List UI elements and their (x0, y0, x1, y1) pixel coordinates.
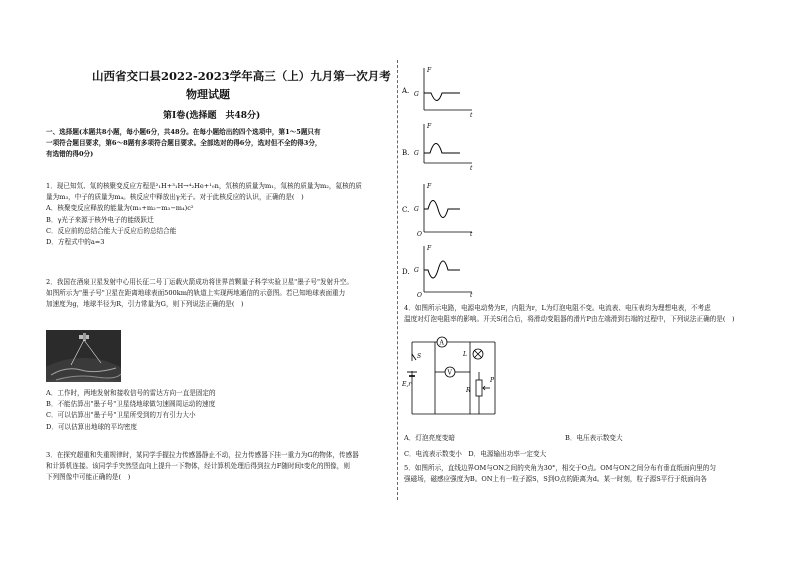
question-2-option-c: C．可以估算出"墨子号"卫星所受到的万有引力大小 (46, 411, 196, 420)
emf-label: E,r (402, 381, 412, 388)
graph-d-origin-label: O (417, 292, 422, 299)
question-3-line: 3．在探究超重和失重规律时，某同学手握拉力传感器静止不动，拉力传感器下挂一重力为G的物体，传感器 (46, 451, 359, 459)
graph-b (402, 123, 473, 172)
question-1 (46, 181, 362, 248)
question-5-line: 5．如图所示，直线边界OM与ON之间的夹角为30°，相交于O点。OM与ON之间分布有垂直纸面向里的匀 (404, 464, 716, 472)
question-2-line: 2．我国在酒泉卫星发射中心用长征二号丁运载火箭成功将世界首颗量子科学实验卫星"墨子号"发射升空。 (46, 278, 353, 286)
question-4-line: 4．如图所示电路，电源电动势为E，内阻为r，L为灯泡电阻不变。电流表、电压表均为理想电表，不考虑 (404, 304, 711, 312)
graph-b-y-label: F (427, 123, 432, 130)
question-1-line: 量为m₃，中子的质量为m₄。核反应中释放出γ光子。对于此核反应的认识，正确的是( ) (46, 193, 304, 202)
graph-b-letter: B. (402, 149, 410, 157)
force-time-graphs (400, 60, 490, 310)
ammeter-label: A (439, 339, 444, 347)
graph-b-g-label: G (414, 150, 419, 157)
question-2-line: 加速度为g，地球半径为R，引力常量为G，则下列说法正确的是( ) (46, 300, 244, 309)
graph-c-origin-label: O (417, 231, 422, 238)
question-1-line: 1．现已知氘、氚的核聚变反应方程是²₁H+³₁H→⁴₂He+¹₀n，氘核的质量为m₁，氚核的质量为m₂，氦核的质 (46, 182, 362, 190)
graph-d-y-label: F (427, 245, 432, 252)
question-3-line: 下列图像中可能正确的是( ) (46, 473, 131, 482)
question-2 (46, 277, 353, 311)
switch-label: S (417, 353, 422, 360)
question-5-line: 强磁场，磁感应强度为B。ON上有一粒子源S，S到O点的距离为d。某一时刻，粒子源S平行于纸面向各 (404, 475, 707, 484)
graph-c-x-label: t (470, 231, 473, 238)
intro-line: 一项符合题目要求，第6～8题有多项符合题目要求。全部选对的得6分，选对但不全的得3分， (46, 139, 322, 148)
question-2-options (46, 388, 216, 433)
graph-c-letter: C. (402, 206, 410, 214)
question-4-option-cd: C．电流表示数变小 D．电源输出功率一定变大 (404, 450, 547, 458)
question-2-option-b: B．不能估算出"墨子号"卫星绕地球做匀速圆周运动的速度 (46, 400, 216, 409)
question-3-line: 和计算机连接。该同学手突然竖直向上提升一下物体，经计算机处理后得到拉力F随时间t变化的图像，则 (46, 462, 350, 471)
question-4-line: 温度对灯泡电阻率的影响。开关S闭合后，将滑动变阻器的滑片P由左端滑到右端的过程中，下列说法正确的是( ) (404, 315, 735, 324)
question-1-option-c: C．反应前的总结合能大于反应后的总结合能 (46, 226, 177, 235)
section-heading: 第Ⅰ卷(选择题 共48分) (163, 111, 261, 121)
page-title: 山西省交口县2022-2023学年高三（上）九月第一次月考 (92, 69, 391, 83)
intro-line: 有选错的得0分) (46, 150, 94, 159)
resistor-label: R (466, 387, 471, 394)
column-divider (397, 60, 398, 500)
graph-a (401, 67, 473, 119)
lamp-label: L (463, 351, 467, 358)
question-1-option-a: A．核聚变反应释放的能量为(m₁+m₂−m₃−m₄)c² (46, 204, 194, 213)
voltmeter-label: V (447, 369, 452, 377)
graph-a-y-label: F (427, 67, 432, 74)
intro-line: 一、选择题(本题共8小题，每小题6分，共48分。在每小题给出的四个选项中，第1～5题只有 (46, 128, 321, 136)
intro-block (46, 127, 322, 161)
question-1-option-b: B．γ光子来源于核外电子的能级跃迁 (46, 215, 154, 224)
graph-c (402, 183, 473, 238)
question-4-option-a: A．灯泡亮度变暗 (404, 434, 455, 442)
graph-c-y-label: F (427, 183, 432, 190)
question-2-option-d: D．可以估算出地球的平均密度 (46, 422, 138, 431)
question-1-option-d: D．方程式中的a=3 (46, 238, 105, 247)
question-2-option-a: A．工作时，两地发射和接收信号的雷达方向一直是固定的 (46, 389, 216, 397)
circuit-diagram (400, 332, 510, 422)
graph-a-letter: A. (402, 87, 410, 95)
page-subtitle: 物理试题 (186, 88, 230, 101)
graph-d-g-label: G (414, 267, 419, 274)
graph-d (402, 245, 473, 299)
graph-b-x-label: t (470, 165, 473, 172)
satellite-image (46, 330, 121, 382)
graph-c-g-label: G (414, 206, 419, 213)
graph-d-letter: D. (402, 268, 410, 276)
slider-label: P (490, 377, 495, 384)
question-2-line: 如图所示为"墨子号"卫星在距离地球表面500km的轨道上实现两地通信的示意图。若已知地球表面重力 (46, 289, 346, 298)
question-3 (46, 450, 359, 484)
graph-a-x-label: t (470, 112, 473, 119)
graph-d-x-label: t (470, 292, 473, 299)
question-5 (404, 463, 716, 485)
graph-a-g-label: G (414, 91, 419, 98)
question-4 (404, 303, 735, 325)
question-4-option-b: B．电压表示数变大 (565, 434, 623, 442)
